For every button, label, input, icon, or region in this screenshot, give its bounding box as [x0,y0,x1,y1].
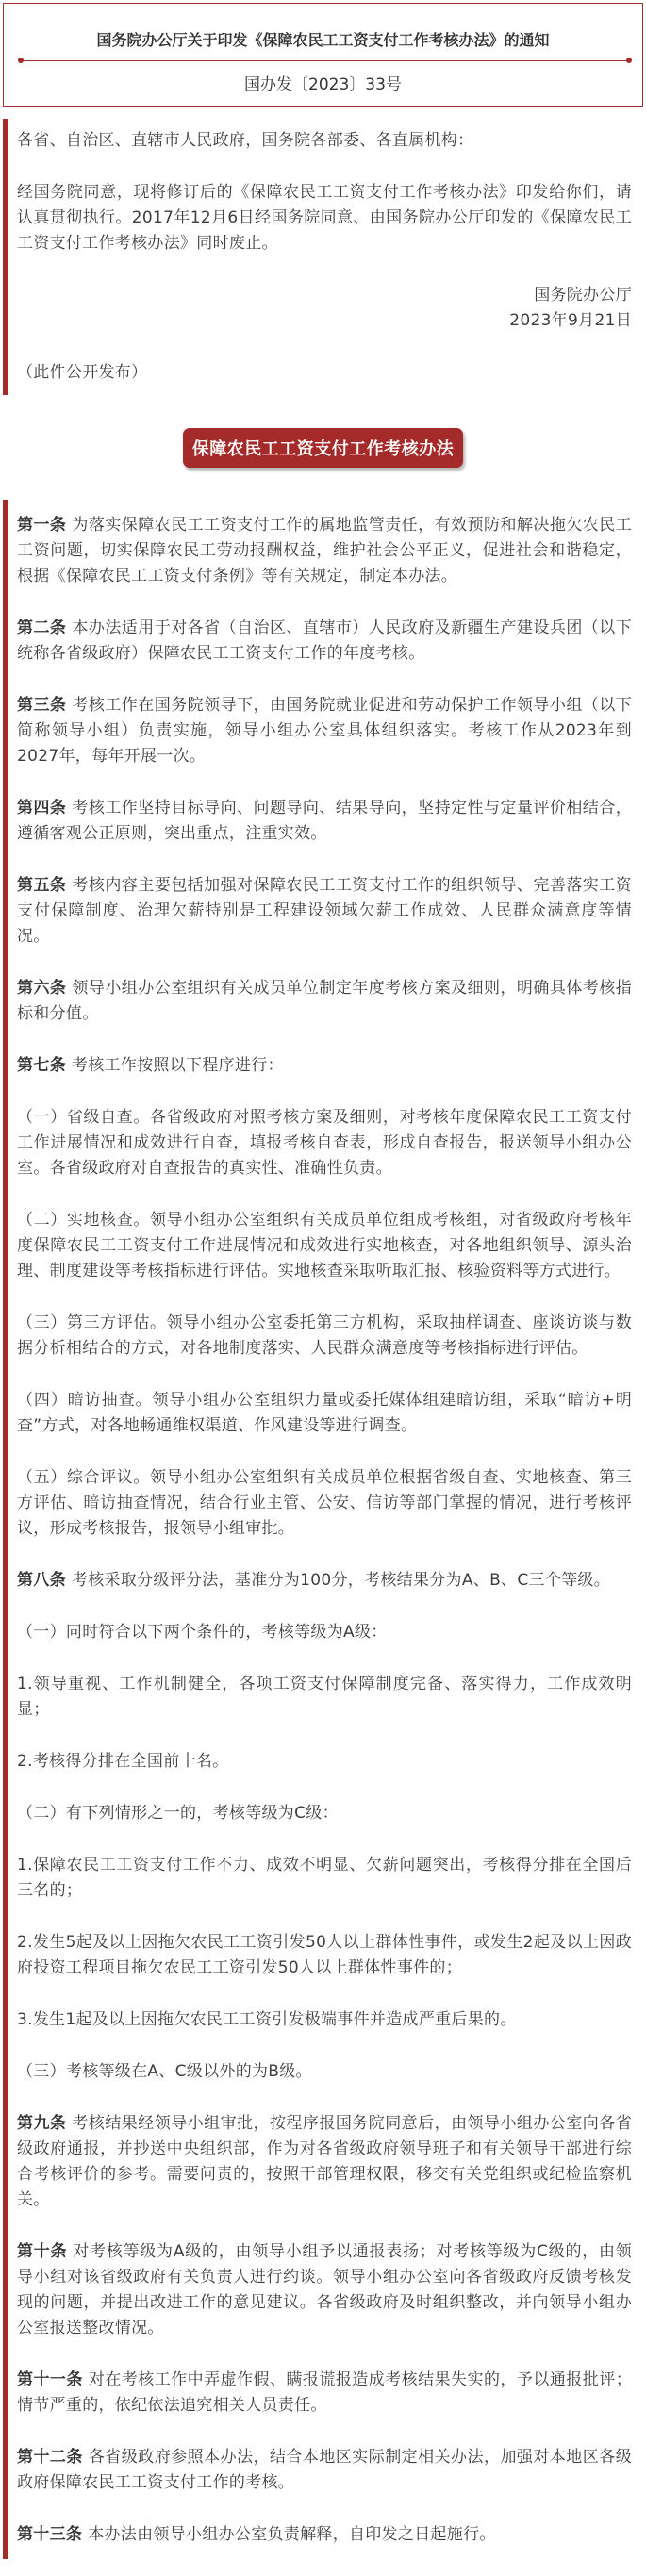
article-text: 1.保障农民工工资支付工作不力、成效不明显、欠薪问题突出，考核得分排在全国后三名的； [17,1856,632,1900]
article-text: （二）实地核查。领导小组办公室组织有关成员单位组成考核组，对省级政府考核年度保障农民工工资支付工作进展情况和成效进行实地核查，对各地组织领导、源头治理、制度建设等考核指标进行评估。实地核查采取听取汇报、核验资料等方式进行。 [17,1211,632,1280]
article-subparagraph [17,1311,632,1362]
article-label: 第四条 [17,799,67,817]
article-paragraph [17,796,632,847]
article-text: （四）暗访抽查。领导小组办公室组织力量或委托媒体组建暗访组，采取“暗访+明查”方式，对各地畅通维权渠道、作风建设等进行调查。 [17,1391,632,1435]
article-paragraph [17,2239,632,2341]
article-subparagraph [17,1388,632,1439]
article-text: （三）第三方评估。领导小组办公室委托第三方机构，采取抽样调查、座谈访谈与数据分析相结合的方式，对各地制度落实、人民群众满意度等考核指标进行评估。 [17,1313,632,1358]
article-label: 第十二条 [17,2448,83,2467]
article-text: 考核内容主要包括加强对保障农民工工资支付工作的组织领导、完善落实工资支付保障制度、治理欠薪特别是工程建设领域欠薪工作成效、人民群众满意度等情况。 [17,876,633,946]
article-paragraph [17,1053,632,1079]
section-banner [0,395,646,500]
article-subparagraph [17,2007,632,2033]
article-label: 第二条 [17,619,67,637]
article-paragraph [17,2111,632,2213]
article-label: 第十三条 [17,2525,83,2544]
article-paragraph [17,2522,632,2548]
article-label: 第十一条 [17,2370,83,2389]
article-paragraph [17,1568,632,1593]
notice-header [3,3,643,107]
document-number: 国办发〔2023〕33号 [244,75,402,94]
measures-title-badge: 保障农民工工资支付工作考核办法 [183,428,464,468]
article-text: （一）省级自查。各省级政府对照考核方案及细则，对考核年度保障农民工工资支付工作进展情况和成效进行自查，填报考核自查表，形成自查报告，报送领导小组办公室。各省级政府对自查报告的真实性、准确性负责。 [17,1108,632,1178]
article-text: （二）有下列情形之一的，考核等级为C级： [17,1804,339,1823]
article-paragraph [17,616,632,667]
article-text: 2.考核得分排在全国前十名。 [17,1752,229,1771]
article-text: （一）同时符合以下两个条件的，考核等级为A级： [17,1623,388,1642]
article-text: 考核结果经领导小组审批，按程序报国务院同意后，由领导小组办公室向各省级政府通报，并抄送中央组织部，作为对各省级政府领导班子和有关领导干部进行综合考核评价的参考。需要问责的，按照干部管理权限，移交有关党组织或纪检监察机关。 [17,2114,633,2209]
article-label: 第八条 [17,1571,66,1590]
article-subparagraph [17,1853,632,1904]
header-divider [21,60,629,61]
article-text: 各省级政府参照本办法，结合本地区实际制定相关办法，加强对本地区各级政府保障农民工工资支付工作的考核。 [17,2448,632,2492]
article-text: 本办法由领导小组办公室负责解释，自印发之日起施行。 [88,2525,496,2544]
article-text: 考核工作在国务院领导下，由国务院就业促进和劳动保护工作领导小组（以下简称领导小组）负责实施，领导小组办公室具体组织落实。考核工作从2023年到2027年，每年开展一次。 [17,696,633,766]
article-label: 第九条 [17,2114,67,2133]
article-text: 领导小组办公室组织有关成员单位制定年度考核方案及细则，明确具体考核指标和分值。 [17,979,633,1023]
article-paragraph [17,2368,632,2419]
issue-date: 2023年9月21日 [509,311,632,330]
article-text: 1.领导重视、工作机制健全，各项工资支付保障制度完备、落实得力，工作成效明显； [17,1675,632,1719]
article-text: 2.发生5起及以上因拖欠农民工工资引发50人以上群体性事件，或发生2起及以上因政府投资工程项目拖欠农民工工资引发50人以上群体性事件的； [17,1933,632,1977]
article-paragraph [17,2445,632,2496]
article-paragraph [17,873,632,949]
articles-section [3,500,643,2559]
article-text: （三）考核等级在A、C级以外的为B级。 [17,2062,312,2081]
notice-paragraph: 经国务院同意，现将修订后的《保障农民工工资支付工作考核办法》印发给你们，请认真贯彻执行。2017年12月6日经国务院同意、由国务院办公厅印发的《保障农民工工资支付工作考核办法》同时废止。 [17,183,632,253]
article-text: （五）综合评议。领导小组办公室组织有关成员单位根据省级自查、实地核查、第三方评估、暗访抽查情况，结合行业主管、公安、信访等部门掌握的情况，进行考核评议，形成考核报告，报领导小组审批。 [17,1468,632,1538]
article-subparagraph [17,1930,632,1981]
article-paragraph [17,513,632,589]
article-label: 第十条 [17,2242,68,2261]
article-text: 本办法适用于对各省（自治区、直辖市）人民政府及新疆生产建设兵团（以下统称各省级政府）保障农民工工资支付工作的年度考核。 [17,619,633,663]
article-subparagraph [17,1801,632,1826]
publication-note: （此件公开发布） [17,363,148,382]
article-subparagraph [17,1672,632,1723]
notice-title: 国务院办公厅关于印发《保障农民工工资支付工作考核办法》的通知 [96,31,550,49]
article-subparagraph [17,1749,632,1775]
article-text: 考核工作按照以下程序进行： [71,1056,284,1075]
article-text: 对考核等级为A级的，由领导小组予以通报表扬；对考核等级为C级的，由领导小组对该省级政府有关负责人进行约谈。领导小组办公室向各省级政府反馈考核发现的问题，并提出改进工作的意见建议。各省级政府及时组织整改，并向领导小组办公室报送整改情况。 [17,2242,633,2337]
article-subparagraph [17,1208,632,1284]
article-text: 为落实保障农民工工资支付工作的属地监管责任，有效预防和解决拖欠农民工工资问题，切实保障农民工劳动报酬权益，维护社会公平正义，促进社会和谐稳定，根据《保障农民工工资支付条例》等有关规定，制定本办法。 [17,516,633,586]
article-label: 第一条 [17,516,67,535]
signer: 国务院办公厅 [534,286,632,305]
article-subparagraph [17,2059,632,2085]
article-label: 第五条 [17,876,67,895]
salutation: 各省、自治区、直辖市人民政府，国务院各部委、各直属机构： [17,131,474,150]
article-text: 考核工作坚持目标导向、问题导向、结果导向，坚持定性与定量评价相结合，遵循客观公正原则，突出重点，注重实效。 [17,799,633,843]
article-subparagraph [17,1105,632,1181]
article-text: 对在考核工作中弄虚作假、瞒报谎报造成考核结果失实的，予以通报批评；情节严重的，依纪依法追究相关人员责任。 [17,2370,632,2415]
article-text: 考核采取分级评分法，基准分为100分，考核结果分为A、B、C三个等级。 [71,1571,611,1590]
article-text: 3.发生1起及以上因拖欠农民工工资引发极端事件并造成严重后果的。 [17,2010,517,2029]
article-subparagraph [17,1620,632,1645]
article-label: 第三条 [17,696,67,715]
article-label: 第七条 [17,1056,66,1075]
article-paragraph [17,693,632,769]
article-paragraph [17,976,632,1027]
article-subparagraph [17,1465,632,1542]
notice-body [3,119,643,395]
article-label: 第六条 [17,979,67,998]
